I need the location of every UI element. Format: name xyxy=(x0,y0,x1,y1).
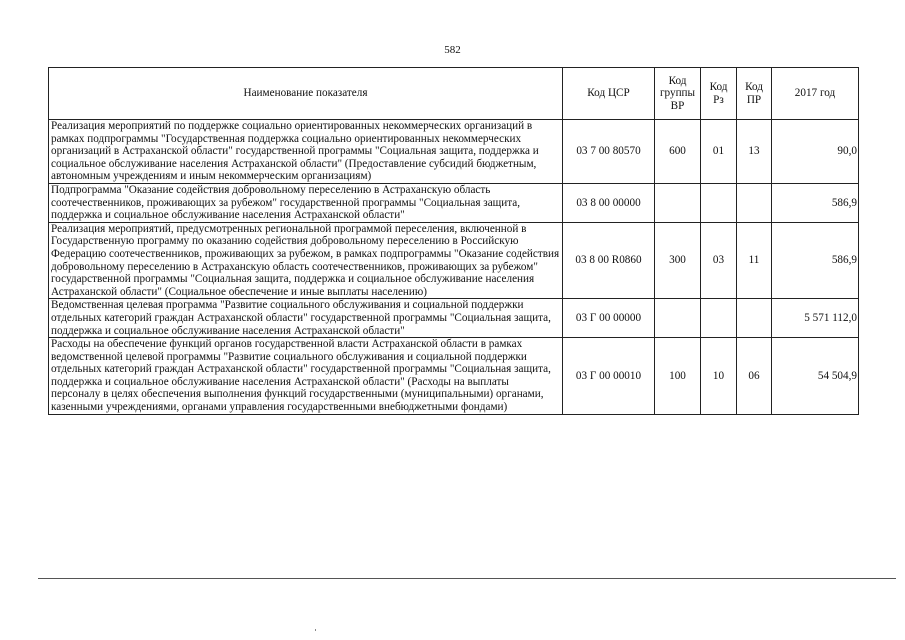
row-amount: 586,9 xyxy=(772,222,859,299)
row-rz: 03 xyxy=(701,222,737,299)
row-csr: 03 8 00 R0860 xyxy=(563,222,655,299)
row-name: Ведомственная целевая программа "Развитие социального обслуживания и социальной поддержки отдельных категорий граждан Астраханской области" государственной программы "Социальная защита, поддержка и социальное обслуживание населения Астраханской области" xyxy=(49,299,563,338)
row-csr: 03 Г 00 00000 xyxy=(563,299,655,338)
row-vr: 600 xyxy=(655,120,701,184)
scan-speck xyxy=(315,629,316,631)
row-rz xyxy=(701,183,737,222)
row-csr: 03 8 00 00000 xyxy=(563,183,655,222)
header-rz: Код Рз xyxy=(701,68,737,120)
row-amount: 5 571 112,0 xyxy=(772,299,859,338)
header-pr: Код ПР xyxy=(737,68,772,120)
row-amount: 54 504,9 xyxy=(772,338,859,415)
table-row xyxy=(49,338,859,415)
row-pr xyxy=(737,183,772,222)
row-name: Расходы на обеспечение функций органов государственной власти Астраханской области в рамках ведомственной целевой программы "Развитие социального обслуживания и социальной поддержки отдельных категорий граждан Астраханской области" государственной программы "Социальная защита, поддержка и социальное обслуживание населения Астраханской области" (Расходы на выплаты персоналу в целях обеспечения выполнения функций государственными (муниципальными) органами, казенными учреждениями, органами управления государственными внебюджетными фондами) xyxy=(49,338,563,415)
row-pr: 06 xyxy=(737,338,772,415)
header-vr: Код группы ВР xyxy=(655,68,701,120)
row-name: Подпрограмма "Оказание содействия добровольному переселению в Астраханскую область соотечественников, проживающих за рубежом" государственной программы "Социальная защита, поддержка и социальное обслуживание населения Астраханской области" xyxy=(49,183,563,222)
row-amount: 586,9 xyxy=(772,183,859,222)
row-vr xyxy=(655,183,701,222)
budget-table xyxy=(48,67,859,415)
row-pr: 11 xyxy=(737,222,772,299)
header-name: Наименование показателя xyxy=(49,68,563,120)
table-row xyxy=(49,299,859,338)
row-amount: 90,0 xyxy=(772,120,859,184)
row-name: Реализация мероприятий по поддержке социально ориентированных некоммерческих организаций в рамках подпрограммы "Государственная поддержка социально ориентированных некоммерческих организаций в Астраханской области" государственной программы "Социальная защита, поддержка и социальное обслуживание населения Астраханской области" (Предоставление субсидий бюджетным, автономным учреждениям и иным некоммерческим организациям) xyxy=(49,120,563,184)
page-number: 582 xyxy=(444,44,461,56)
row-pr: 13 xyxy=(737,120,772,184)
row-rz: 01 xyxy=(701,120,737,184)
header-csr: Код ЦСР xyxy=(563,68,655,120)
row-csr: 03 Г 00 00010 xyxy=(563,338,655,415)
table-header-row xyxy=(49,68,859,120)
row-pr xyxy=(737,299,772,338)
header-year: 2017 год xyxy=(772,68,859,120)
table-row xyxy=(49,222,859,299)
row-vr: 300 xyxy=(655,222,701,299)
row-rz xyxy=(701,299,737,338)
row-csr: 03 7 00 80570 xyxy=(563,120,655,184)
table-row xyxy=(49,120,859,184)
table-row xyxy=(49,183,859,222)
footer-divider xyxy=(38,578,896,579)
row-name: Реализация мероприятий, предусмотренных региональной программой переселения, включенной в Государственную программу по оказанию содействия добровольному переселению в Российскую Федерацию соотечественников, проживающих за рубежом, в рамках подпрограммы "Оказание содействия добровольному переселению в Астраханскую область соотечественников, проживающих за рубежом" государственной программы "Социальная защита, поддержка и социальное обслуживание населения Астраханской области" (Социальное обеспечение и иные выплаты населению) xyxy=(49,222,563,299)
row-rz: 10 xyxy=(701,338,737,415)
row-vr xyxy=(655,299,701,338)
row-vr: 100 xyxy=(655,338,701,415)
